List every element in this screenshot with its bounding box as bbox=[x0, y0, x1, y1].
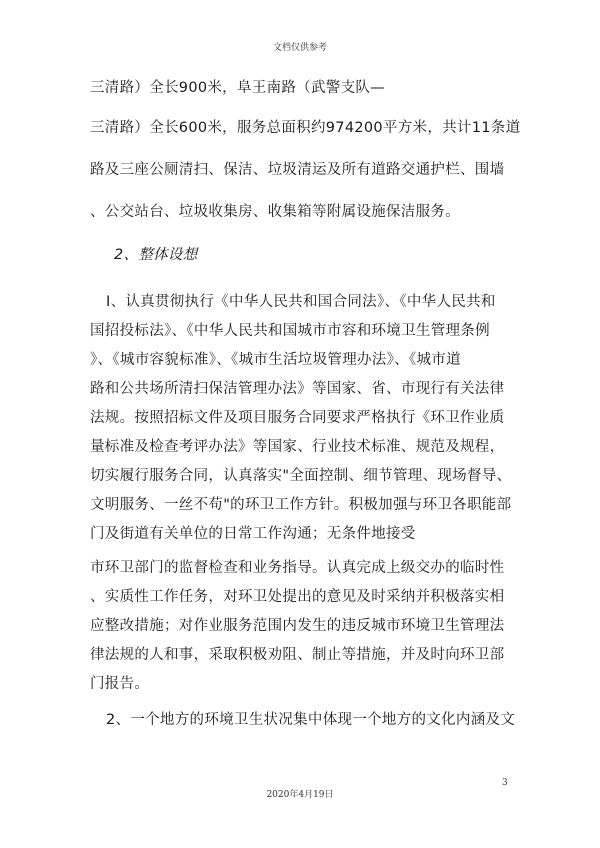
body-line: Ⅰ、认真贯彻执行《中华人民共和国合同法》、《中华人民共和 bbox=[106, 294, 496, 310]
body-line: 律法规的人和事，采取积极劝阻、制止等措施，并及时向环卫部 bbox=[90, 647, 505, 663]
body-line: 路和公共场所清扫保洁管理办法》等国家、省、市现行有关法律 bbox=[90, 381, 505, 397]
body-line: 门报告。 bbox=[90, 676, 150, 692]
body-line: 路及三座公厕清扫、保洁、垃圾清运及所有道路交通护栏、围墙 bbox=[90, 162, 505, 178]
body-line: 2、一个地方的环境卫生状况集中体现一个地方的文化内涵及文 bbox=[106, 712, 516, 728]
body-line: 三清路）全长900米，阜王南路（武警支队— bbox=[90, 80, 385, 96]
body-line: 门及街道有关单位的日常工作沟通；无条件地接受 bbox=[90, 526, 416, 542]
footer-date: 2020年4月19日 bbox=[266, 790, 334, 800]
body-line: 三清路）全长600米，服务总面积约974200平方米，共计11条道 bbox=[90, 120, 521, 136]
body-line: 应整改措施；对作业服务范围内发生的违反城市环境卫生管理法 bbox=[90, 618, 505, 634]
body-line: 、公交站台、垃圾收集房、收集箱等附属设施保洁服务。 bbox=[90, 204, 460, 220]
body-line: 、实质性工作任务，对环卫处提出的意见及时采纳并积极落实相 bbox=[90, 589, 505, 605]
body-line: 法规。按照招标文件及项目服务合同要求严格执行《环卫作业质 bbox=[90, 410, 505, 426]
section-heading: 2、整体设想 bbox=[114, 247, 198, 263]
body-line: 量标准及检查考评办法》等国家、行业技术标准、规范及规程， bbox=[90, 439, 505, 455]
page-header: 文档仅供参考 bbox=[272, 43, 327, 53]
page-number: 3 bbox=[502, 778, 508, 788]
body-line: 国招投标法》、《中华人民共和国城市市容和环境卫生管理条例 bbox=[90, 323, 490, 339]
body-line: 切实履行服务合同，认真落实"全面控制、细节管理、现场督导、 bbox=[90, 468, 512, 484]
body-line: 文明服务、一丝不苟"的环卫工作方针。积极加强与环卫各职能部 bbox=[90, 497, 512, 513]
body-line: 》、《城市容貌标准》、《城市生活垃圾管理办法》、《城市道 bbox=[90, 352, 461, 368]
body-line: 市环卫部门的监督检查和业务指导。认真完成上级交办的临时性 bbox=[90, 560, 505, 576]
